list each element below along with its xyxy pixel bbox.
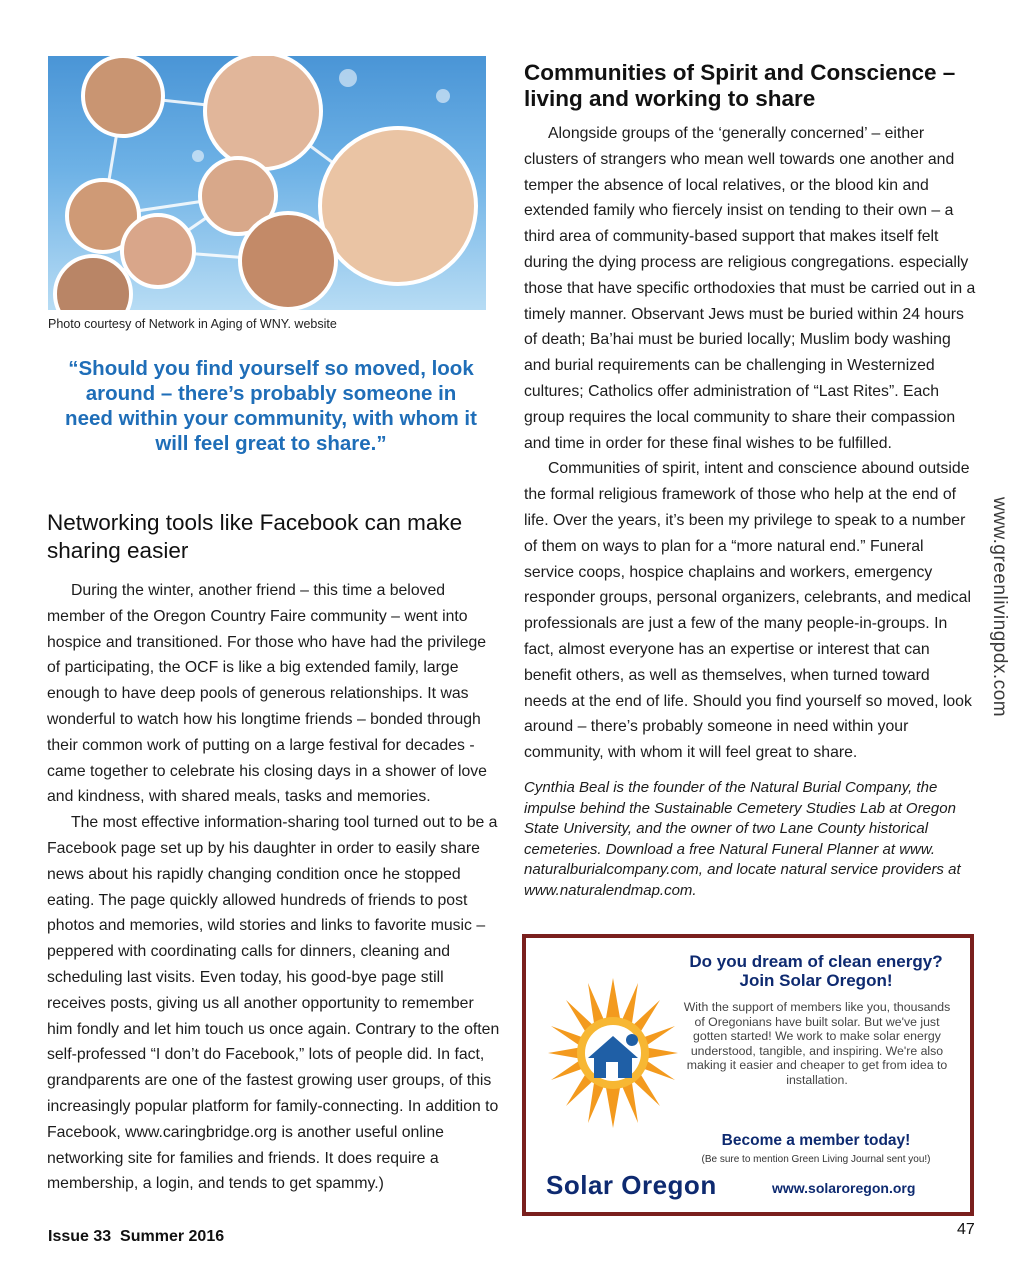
issue-label: Issue 33 Summer 2016 xyxy=(48,1228,225,1245)
author-bio: Cynthia Beal is the founder of the Natural Burial Company, the impulse behind the Sustainable Cemetery Studies Lab at Oregon State University, and the owner of two Lane County historical cemeteries. Download a free Natural Funeral Planner at www. naturalburialcompany.com, and locate natural service providers at www.naturalendmap.com. xyxy=(524,779,961,899)
ad-note: (Be sure to mention Green Living Journal sent you!) xyxy=(701,1154,931,1165)
photo-caption: Photo courtesy of Network in Aging of WNY. website xyxy=(48,317,337,331)
sun-house-logo-icon xyxy=(548,978,678,1128)
solar-oregon-ad[interactable] xyxy=(522,934,974,1216)
left-article-body xyxy=(47,578,503,1197)
right-article-body xyxy=(524,121,976,766)
ad-headline xyxy=(666,952,966,990)
left-paragraph-2: The most effective information-sharing tool turned out to be a Facebook page set up by his daughter in order to easily share news about his rapidly changing condition once he stopped eating. The page quickly allowed hundreds of friends to post photos and memories, wild stories and links to favorite music – peppered with coordinating calls for dinners, cleaning and scheduling last visits. Even today, his good-bye page still receives posts, giving us all another opportunity to remember him fondly and let him touch us once again. Contrary to the often self-professed “I don’t do Facebook,” lots of people did. In fact, grandparents are one of the fastest growing user groups, of this increasingly popular platform for family-connecting. In addition to Facebook, www.caringbridge.org is another useful online networking site for families and friends. It does require a membership, a login, and tends to get spammy.) xyxy=(47,814,500,1193)
ad-website-link[interactable]: www.solaroregon.org xyxy=(772,1180,916,1196)
left-article-heading: Networking tools like Facebook can make sharing easier xyxy=(47,510,463,563)
network-photo xyxy=(48,56,486,310)
right-paragraph-1: Alongside groups of the ‘generally concerned’ – either clusters of strangers who mean well towards one another and temper the absence of local relatives, or the blood kin and extended family who fiercely insist on tending to their own – a third area of community-based support that makes itself felt during the dying process are religious congregations. especially those that have specific orthodoxies that must be carried out in a timely manner. Observant Jews must be buried within 24 hours of death; Ba’hai must be buried locally; Muslim body washing and burial requirements can be challenging in Westernized cultures; Catholics offer administration of “Last Rites”. Each group requires the local community to share their compassion and time in order for these final wishes to be fulfilled. xyxy=(524,125,976,452)
right-paragraph-2: Communities of spirit, intent and conscience abound outside the formal religious framework of those who help at the end of life. Over the years, it’s been my privilege to speak to a number of them on ways to plan for a “more natural end.” Funeral service coops, hospice chaplains and workers, emergency responder groups, personal organizers, celebrants, and medical professionals are just a few of the many people-in-groups. In fact, almost everyone has an expertise or interest that can benefit others, as well as themselves, when turned toward needs at the end of life. Should you find yourself so moved, look around – there’s probably someone in need within your community, with whom it will feel great to share. xyxy=(524,460,972,762)
network-illustration xyxy=(48,56,486,310)
ad-headline-line-2: Join Solar Oregon! xyxy=(739,971,893,990)
left-paragraph-1: During the winter, another friend – this time a beloved member of the Oregon Country Faire community – went into hospice and transitioned. For those who have had the privilege of participating, the OCF is like a big extended family, large enough to have deep pools of generous relationships. It was wonderful to watch how his longtime friends – bonded through their common work of putting on a large festival for decades - came together to celebrate his closing days in a shower of love and kindness, with shared meals, tasks and memories. xyxy=(47,582,487,806)
ad-headline-line-1: Do you dream of clean energy? xyxy=(689,952,943,971)
right-article-heading: Communities of Spirit and Conscience – living and working to share xyxy=(524,60,956,111)
ad-call-to-action[interactable]: Become a member today! xyxy=(721,1132,911,1149)
side-website-url: www.greenlivingpdx.com xyxy=(989,497,1010,718)
pull-quote: “Should you find yourself so moved, look around – there’s probably someone in need within your community, with whom it will feel great to share.” xyxy=(65,357,477,455)
page-number: 47 xyxy=(957,1221,975,1238)
ad-body-text: With the support of members like you, thousands of Oregonians have built solar. But we've just gotten started! We work to make solar energy understood, tangible, and inspiring. We're also making it easier and cheaper to get from idea to installation. xyxy=(683,1000,951,1087)
ad-brand-name: Solar Oregon xyxy=(546,1170,717,1200)
